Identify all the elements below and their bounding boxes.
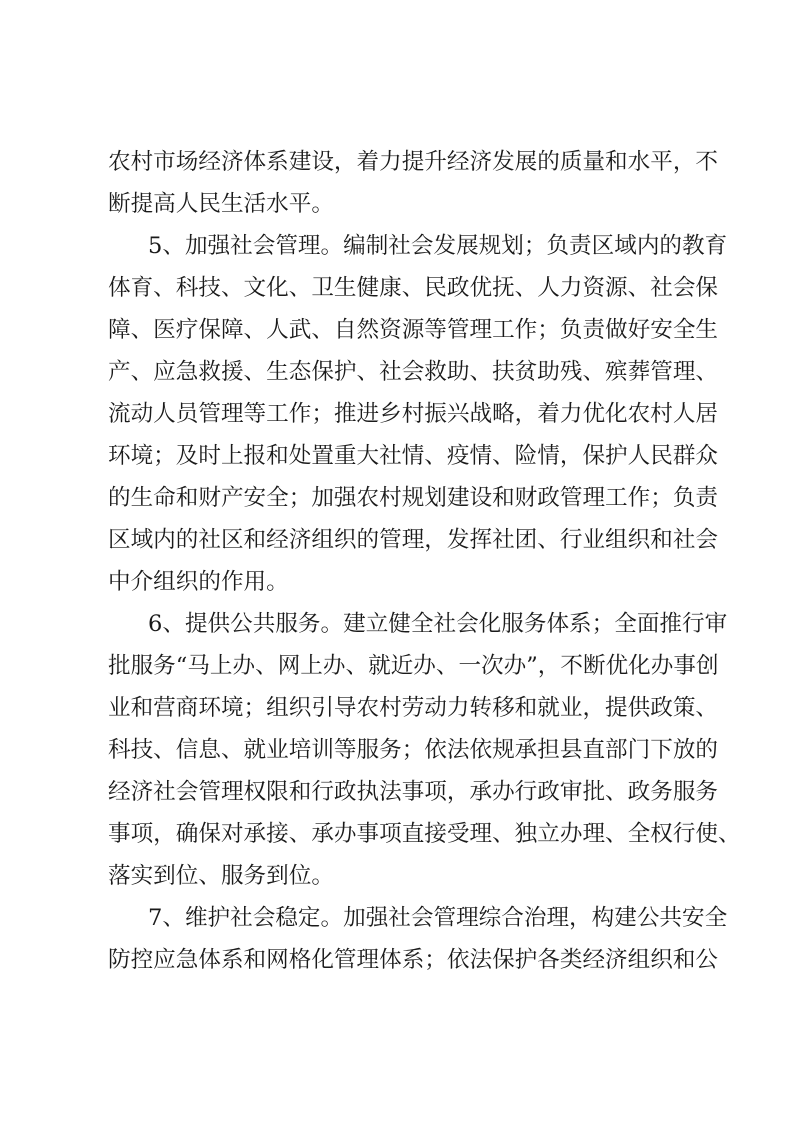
text-line: 业和营商环境；组织引导农村劳动力转移和就业，提供政策、 — [108, 695, 719, 721]
text-line: 防控应急体系和网格化管理体系；依法保护各类经济组织和公 — [108, 947, 719, 973]
text-line: 障、医疗保障、人武、自然资源等管理工作；负责做好安全生 — [108, 317, 719, 343]
paragraph-7-heading-line: 7、维护社会稳定。加强社会管理综合治理，构建公共安全 — [148, 905, 728, 931]
paragraph-5-heading-line: 5、加强社会管理。编制社会发展规划；负责区域内的教育 — [148, 233, 728, 259]
text-line: 环境；及时上报和处置重大社情、疫情、险情，保护人民群众 — [108, 443, 719, 469]
text-line: 体育、科技、文化、卫生健康、民政优抚、人力资源、社会保 — [108, 275, 719, 301]
text-line: 的生命和财产安全；加强农村规划建设和财政管理工作；负责 — [108, 485, 719, 511]
text-line: 事项，确保对承接、承办事项直接受理、独立办理、全权行使、 — [108, 821, 741, 847]
text-line: 产、应急救援、生态保护、社会救助、扶贫助残、殡葬管理、 — [108, 359, 719, 385]
text-line: 农村市场经济体系建设，着力提升经济发展的质量和水平，不 — [108, 149, 719, 175]
text-line: 落实到位、服务到位。 — [108, 863, 334, 889]
text-line: 批服务“马上办、网上办、就近办、一次办”，不断优化办事创 — [108, 653, 719, 679]
text-line: 区域内的社区和经济组织的管理，发挥社团、行业组织和社会 — [108, 527, 719, 553]
paragraph-6-heading-line: 6、提供公共服务。建立健全社会化服务体系；全面推行审 — [148, 611, 728, 637]
text-line: 中介组织的作用。 — [108, 569, 289, 595]
text-line: 经济社会管理权限和行政执法事项，承办行政审批、政务服务 — [108, 779, 719, 805]
text-line: 科技、信息、就业培训等服务；依法依规承担县直部门下放的 — [108, 737, 719, 763]
text-line: 断提高人民生活水平。 — [108, 191, 334, 217]
text-line: 流动人员管理等工作；推进乡村振兴战略，着力优化农村人居 — [108, 401, 719, 427]
